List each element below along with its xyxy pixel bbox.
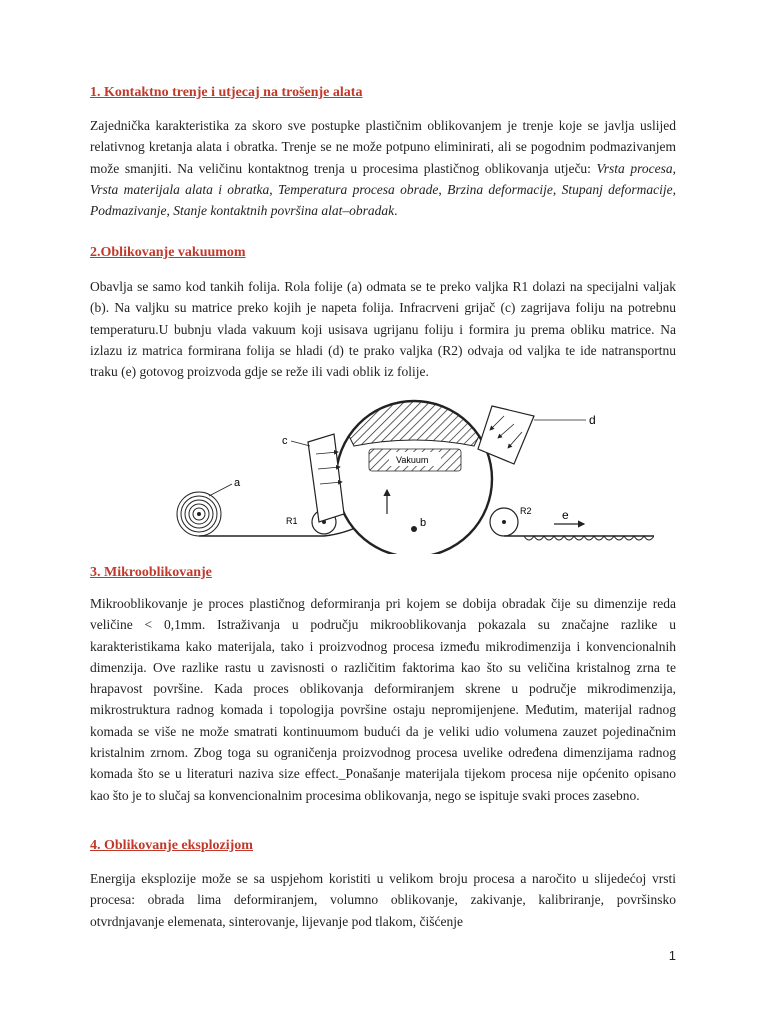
label-r1: R1 <box>286 516 298 526</box>
page-number: 1 <box>668 948 676 963</box>
label-d: d <box>589 413 596 427</box>
hatched-foil <box>349 401 479 446</box>
factor-1: Vrsta procesa <box>596 160 673 176</box>
foil-strip <box>199 524 364 536</box>
label-b: b <box>420 517 427 529</box>
section-4-heading: 4. Oblikovanje eksplozijom <box>90 838 253 853</box>
section-3-heading: 3. Mikrooblikovanje <box>90 565 212 580</box>
section-1-heading: 1. Kontaktno trenje i utjecaj na trošenje alata <box>90 85 363 100</box>
factor-2: Vrsta materijala alata i obratka <box>90 181 270 197</box>
heater <box>308 434 344 522</box>
section-4-paragraph: Energija eksplozije može se sa uspjehom koristiti u velikom broju procesa a naročito u slijedećoj vrsti procesa: obrada lima deformiranjem, volumno oblikovanje, zakivanje, kalibriranje, površinsko otvrdnjavanje elemenata, sinterovanje, lijevanje pod tlakom, čišćenje <box>90 871 676 929</box>
factor-5: Stupanj deformacije <box>561 181 673 197</box>
label-vakuum: Vakuum <box>396 455 429 465</box>
factor-6: Podmazivanje <box>90 203 167 219</box>
section-2-paragraph: Obavlja se samo kod tankih folija. Rola folije (a) odmata se te preko valjka R1 dolazi na specijalni valjak (b). Na valjku su matrice preko kojih je napeta folija. Infracrveni grijač (c) zagrijava foliju na potrebnu temperaturu.U bubnju vlada vakuum koji usisava ugrijanu foliju i formira ju prema obliku matrice. Na izlazu iz matrica formirana folija se hladi (d) te prako valjka (R2) odvaja od valjka te ide natransportnu traku (e) gotovog proizvoda gdje se reže ili vadi oblik iz folije. <box>90 279 676 380</box>
label-c: c <box>282 435 288 447</box>
factor-4: Brzina deformacije <box>447 181 553 197</box>
label-a: a <box>234 477 241 489</box>
label-e: e <box>562 508 569 522</box>
section-1-intro-text: Zajednička karakteristika za skoro sve postupke plastičnim oblikovanjem je trenje koje se javlja uslijed relativnog kretanja alata i obratka. Trenje se ne može potpuno eliminirati, ali se pogodnim podmazivanjem može smanjiti. Na veličinu kontaktnog trenja u procesima plastičnog oblikovanja utječu: <box>90 118 676 176</box>
factor-3: Temperatura procesa obrade <box>277 181 439 197</box>
foil-roll <box>177 492 221 536</box>
factor-7: Stanje kontaktnih površina alat–obradak <box>173 203 395 219</box>
label-r2: R2 <box>520 506 532 516</box>
section-2-heading: 2.Oblikovanje vakuumom <box>90 245 246 260</box>
section-1-paragraph: Zajednička karakteristika za skoro sve postupke plastičnim oblikovanjem je trenje koje se javlja uslijed relativnog kretanja alata i obratka. Trenje se ne može potpuno eliminirati, ali se pogodnim podmazivanjem može smanjiti. Na veličinu kontaktnog trenja u procesima plastičnog oblikovanja utječu: Vrsta procesa, Vrsta materijala alata i obratka, Temperatura procesa obrade, Brzina deformacije, Stupanj deformacije, Podmazivanje, Stanje kontaktnih površina alat–obradak. <box>90 118 677 219</box>
vacuum-forming-diagram <box>174 394 654 554</box>
section-3-paragraph: Mikrooblikovanje je proces plastičnog deformiranja pri kojem se dobija obradak čije su dimenzije reda veličine < 0,1mm. Istraživanja u području mikrooblikovanja pokazala su značajne razlike u karakteristikama kako materijala, tako i proizvodnog procesa između mikrodimenzija i konvencionalnih dimenzija. Ove razlike rastu u zavisnosti o različitim faktorima kao što su veličina kristalnog zrna te hrapavost površine. Kada proces oblikovanja deformiranjem skrene u područje mikrodimenzija, mikrostruktura radnog komada i topologija površine ostaju nepromijenjene. Međutim, materijal radnog komada se više ne može smatrati kontinuumom budući da je veliki udio volumena zauzet pojedinačnim kristalnim zrnom. Zbog toga su ograničenja proizvodnog procesa uvelike određena dimenzijama radnog komada što se u literaturi naziva size effect._Ponašanje materijala tijekom procesa nije općenito opisano kao što je to slučaj sa konvencionalnim procesima oblikovanja, nego se ispituje svaki proces zasebno. <box>90 596 676 803</box>
